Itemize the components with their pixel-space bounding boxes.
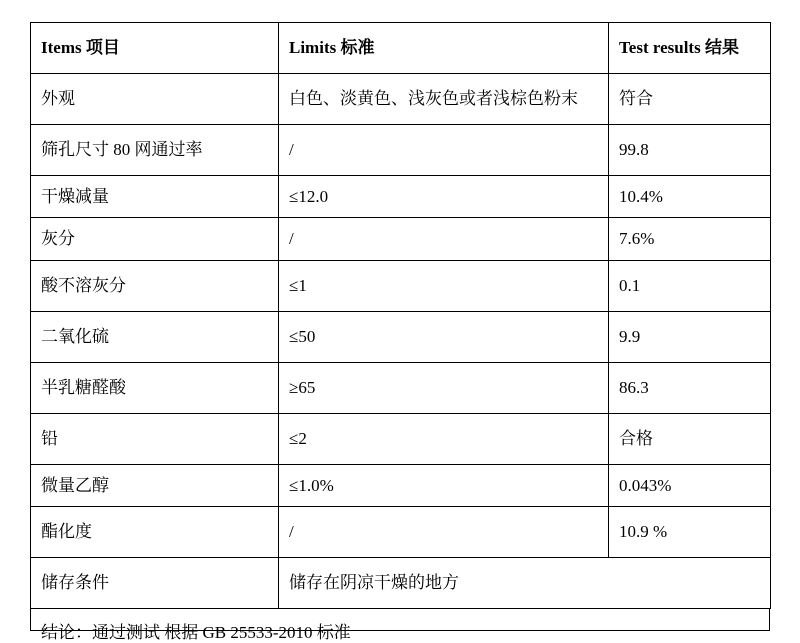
table-row [31, 311, 771, 362]
column-header-results: Test results 结果 [609, 23, 771, 74]
table-row [31, 74, 771, 125]
cell-result: 99.8 [609, 125, 771, 176]
table-row [31, 506, 771, 557]
table-row [31, 260, 771, 311]
cell-item: 干燥减量 [31, 176, 279, 218]
cell-limit: / [279, 218, 609, 260]
cell-limit: ≤2 [279, 413, 609, 464]
cell-result: 合格 [609, 413, 771, 464]
cell-result: 7.6% [609, 218, 771, 260]
column-header-items: Items 项目 [31, 23, 279, 74]
cell-item: 外观 [31, 74, 279, 125]
cell-item: 酯化度 [31, 506, 279, 557]
conclusion-text: 结论：通过测试 根据 GB 25533-2010 标准 [30, 609, 770, 631]
table-row [31, 125, 771, 176]
cell-limit: ≤50 [279, 311, 609, 362]
cell-limit: ≤12.0 [279, 176, 609, 218]
cell-result: 10.9 % [609, 506, 771, 557]
table-row [31, 176, 771, 218]
cell-limit: ≤1 [279, 260, 609, 311]
column-header-limits: Limits 标准 [279, 23, 609, 74]
table-row [31, 218, 771, 260]
cell-result: 86.3 [609, 362, 771, 413]
cell-limit: ≥65 [279, 362, 609, 413]
cell-result: 10.4% [609, 176, 771, 218]
cell-storage-label: 储存条件 [31, 557, 279, 608]
table-row [31, 362, 771, 413]
specification-table [30, 22, 771, 609]
cell-result: 0.043% [609, 464, 771, 506]
conclusion-row [30, 609, 400, 642]
cell-item: 铅 [31, 413, 279, 464]
table-row-storage [31, 557, 771, 608]
table-row [31, 413, 771, 464]
table-row [31, 464, 771, 506]
cell-item: 灰分 [31, 218, 279, 260]
cell-limit: 白色、淡黄色、浅灰色或者浅棕色粉末 [279, 74, 609, 125]
cell-storage-value: 储存在阴凉干燥的地方 [279, 557, 771, 608]
cell-result: 符合 [609, 74, 771, 125]
cell-item: 筛孔尺寸 80 网通过率 [31, 125, 279, 176]
cell-item: 半乳糖醛酸 [31, 362, 279, 413]
test-report-sheet [30, 22, 770, 642]
cell-result: 0.1 [609, 260, 771, 311]
cell-limit: ≤1.0% [279, 464, 609, 506]
table-header-row [31, 23, 771, 74]
cell-item: 二氧化硫 [31, 311, 279, 362]
cell-item: 酸不溶灰分 [31, 260, 279, 311]
cell-result: 9.9 [609, 311, 771, 362]
cell-limit: / [279, 125, 609, 176]
cell-limit: / [279, 506, 609, 557]
cell-item: 微量乙醇 [31, 464, 279, 506]
